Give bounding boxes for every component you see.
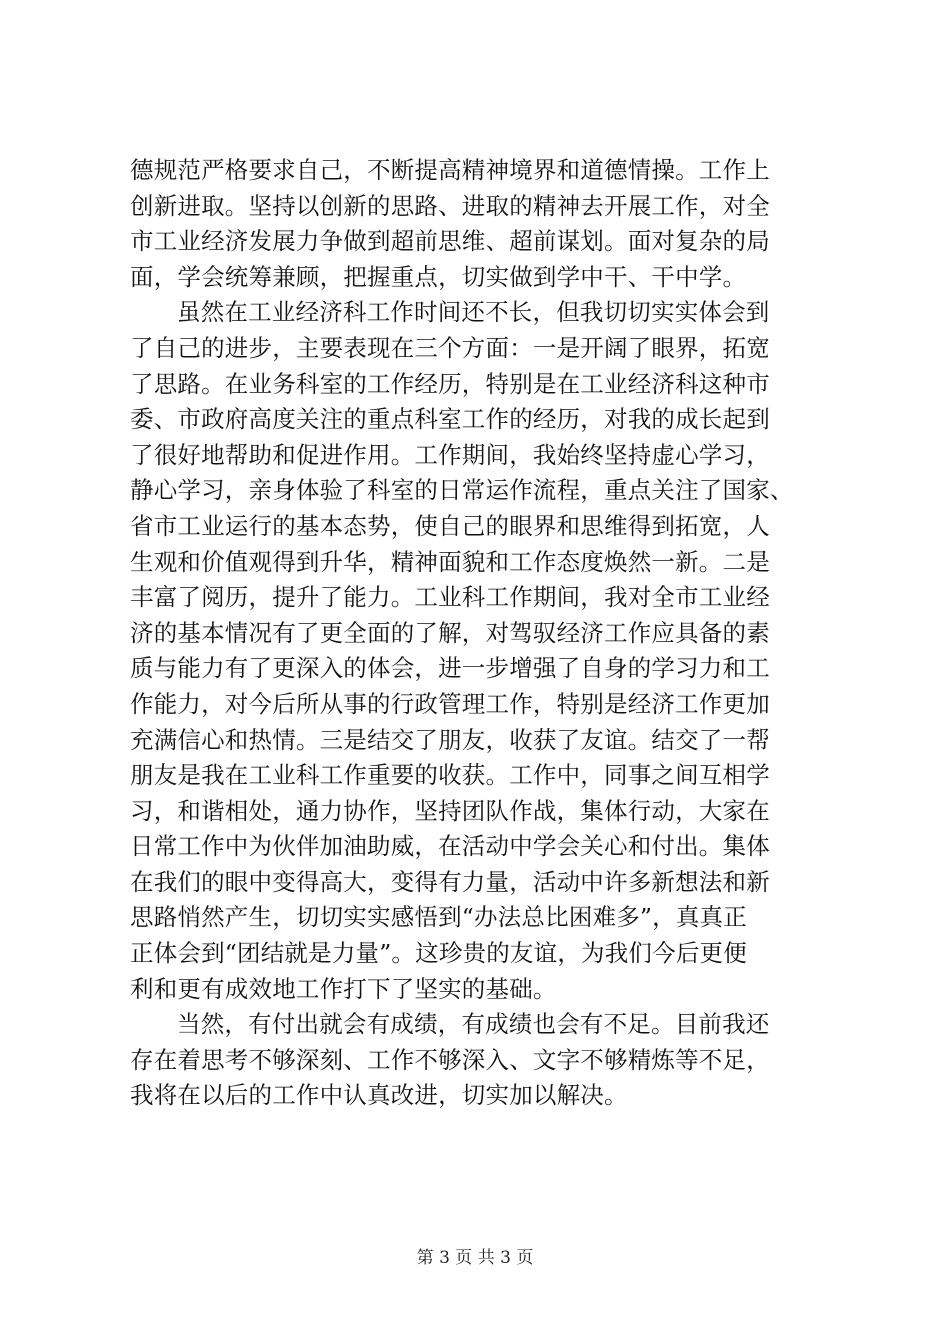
text-line: 存在着思考不够深刻、工作不够深入、文字不够精炼等不足， bbox=[130, 1045, 770, 1074]
text-line: 了自己的进步，主要表现在三个方面：一是开阔了眼界，拓宽 bbox=[130, 333, 770, 362]
text-line: 朋友是我在工业科工作重要的收获。工作中，同事之间互相学 bbox=[130, 761, 770, 790]
text-line: 委、市政府高度关注的重点科室工作的经历，对我的成长起到 bbox=[130, 405, 770, 434]
text-line: 生观和价值观得到升华，精神面貌和工作态度焕然一新。二是 bbox=[130, 547, 770, 576]
text-line: 创新进取。坚持以创新的思路、进取的精神去开展工作，对全 bbox=[130, 191, 770, 220]
text-line: 市工业经济发展力争做到超前思维、超前谋划。面对复杂的局 bbox=[130, 227, 770, 256]
text-line: 思路悄然产生，切切实实感悟到“办法总比困难多”，真真正 bbox=[130, 903, 747, 932]
page-footer: 第 3 页 共 3 页 bbox=[416, 1248, 534, 1268]
text-line: 德规范严格要求自己，不断提高精神境界和道德情操。工作上 bbox=[130, 156, 770, 184]
text-line: 面，学会统筹兼顾，把握重点，切实做到学中干、干中学。 bbox=[130, 262, 747, 291]
text-line: 正体会到“团结就是力量”。这珍贵的友谊，为我们今后更便 bbox=[130, 939, 747, 968]
text-line: 了思路。在业务科室的工作经历，特别是在工业经济科这种市 bbox=[130, 369, 770, 398]
text-line: 了很好地帮助和促进作用。工作期间，我始终坚持虚心学习， bbox=[130, 440, 770, 469]
text-line: 作能力，对今后所从事的行政管理工作，特别是经济工作更加 bbox=[130, 689, 770, 718]
text-line: 丰富了阅历，提升了能力。工业科工作期间，我对全市工业经 bbox=[130, 583, 770, 612]
text-line: 济的基本情况有了更全面的了解，对驾驭经济工作应具备的素 bbox=[130, 618, 770, 647]
text-line: 当然，有付出就会有成绩，有成绩也会有不足。目前我还 bbox=[177, 1010, 770, 1039]
text-line: 质与能力有了更深入的体会，进一步增强了自身的学习力和工 bbox=[130, 654, 770, 683]
text-line: 静心学习，亲身体验了科室的日常运作流程，重点关注了国家、 bbox=[130, 476, 794, 505]
text-line: 虽然在工业经济科工作时间还不长，但我切切实实体会到 bbox=[177, 298, 770, 327]
text-line: 习，和谐相处，通力协作，坚持团队作战，集体行动，大家在 bbox=[130, 796, 770, 825]
document-body bbox=[130, 153, 830, 1114]
text-line: 省市工业运行的基本态势，使自己的眼界和思维得到拓宽，人 bbox=[130, 511, 770, 540]
text-line: 日常工作中为伙伴加油助威，在活动中学会关心和付出。集体 bbox=[130, 832, 770, 861]
text-line: 我将在以后的工作中认真改进，切实加以解决。 bbox=[130, 1081, 628, 1110]
text-line: 利和更有成效地工作打下了坚实的基础。 bbox=[130, 974, 557, 1003]
text-line: 充满信心和热情。三是结交了朋友，收获了友谊。结交了一帮 bbox=[130, 725, 770, 754]
text-line: 在我们的眼中变得高大，变得有力量，活动中许多新想法和新 bbox=[130, 867, 770, 896]
